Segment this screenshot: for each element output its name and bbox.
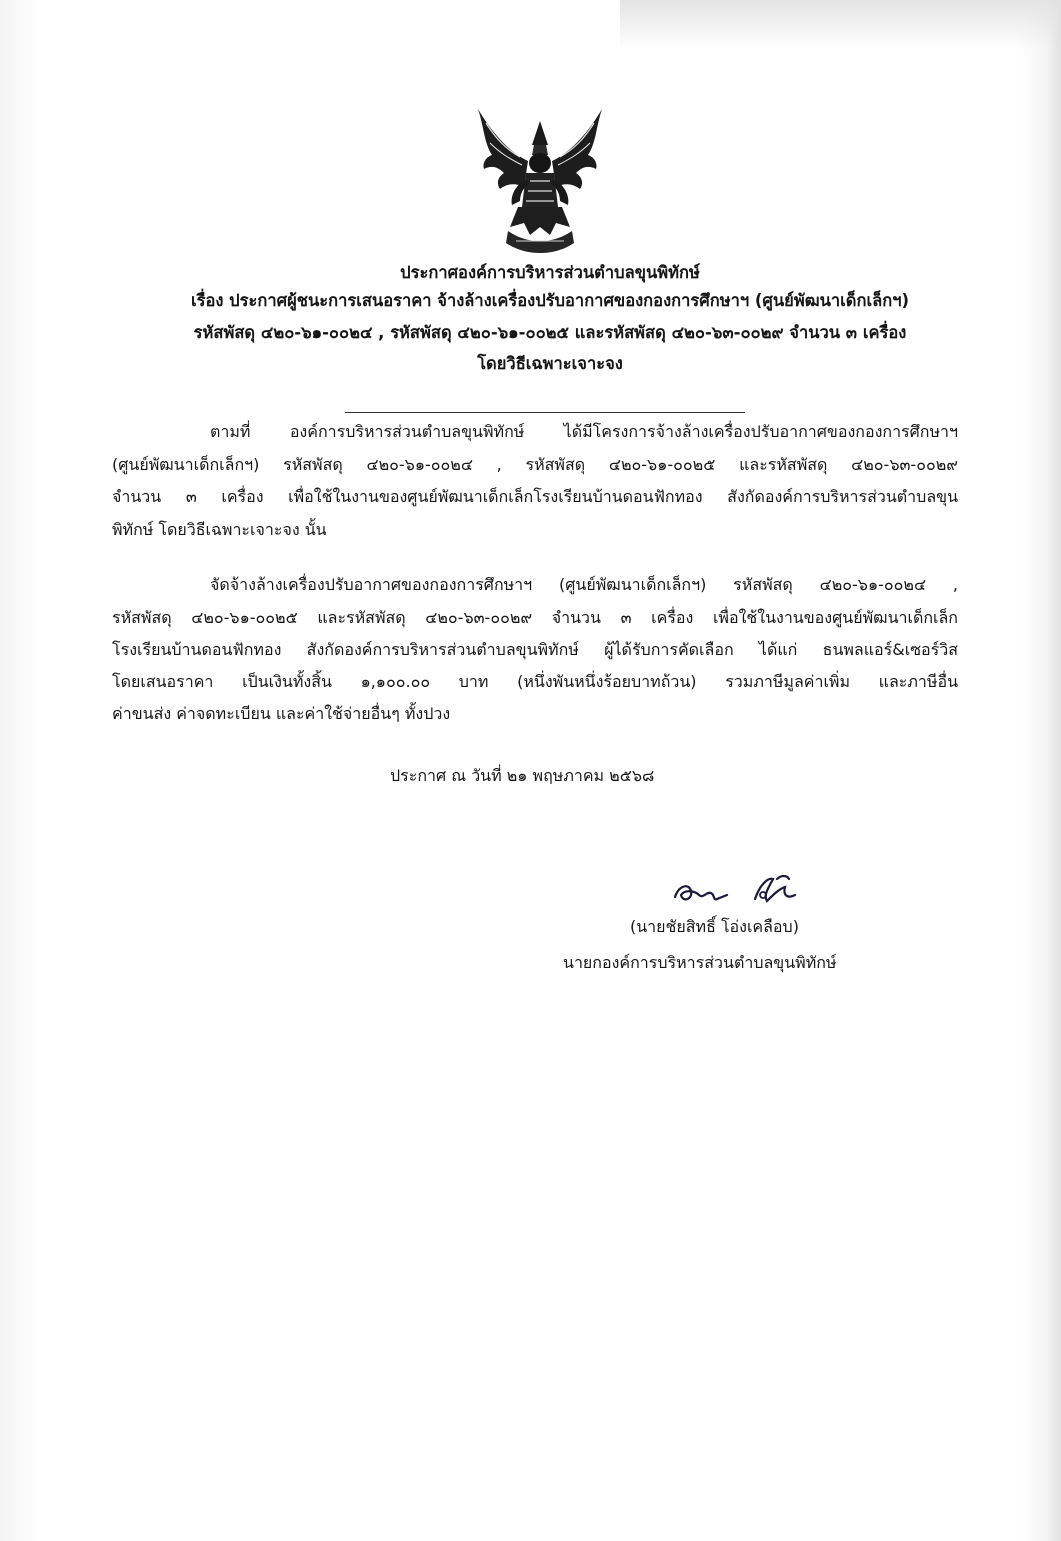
announcement-subject: เรื่อง ประกาศผู้ชนะการเสนอราคา จ้างล้างเครื่องปรับอากาศของกองการศึกษาฯ (ศูนย์พัฒนาเด็กเล็กฯ) xyxy=(190,291,910,310)
paragraph1-line: ตามที่ องค์การบริหารส่วนตำบลขุนพิทักษ์ ได้มีโครงการจ้างล้างเครื่องปรับอากาศของกองการศึกษาฯ xyxy=(210,422,958,441)
page-shadow-top xyxy=(620,0,1061,50)
title-divider xyxy=(345,412,745,413)
page-shadow-right xyxy=(1047,0,1061,1541)
announcement-date: ประกาศ ณ วันที่ ๒๑ พฤษภาคม ๒๕๖๘ xyxy=(390,766,655,785)
signer-position: นายกองค์การบริหารส่วนตำบลขุนพิทักษ์ xyxy=(563,953,837,972)
paragraph1-line: จำนวน ๓ เครื่อง เพื่อใช้ในงานของศูนย์พัฒนาเด็กเล็กโรงเรียนบ้านดอนฟักทอง สังกัดองค์การบริหารส่วนตำบลขุน xyxy=(112,487,958,506)
signature-image xyxy=(655,865,815,915)
signer-name: (นายชัยสิทธิ์ โอ่งเคลือบ) xyxy=(630,917,799,936)
announcement-items: รหัสพัสดุ ๔๒๐-๖๑-๐๐๒๔ , รหัสพัสดุ ๔๒๐-๖๑-๐๐๒๕ และรหัสพัสดุ ๔๒๐-๖๓-๐๐๒๙ จำนวน ๓ เครื่อง xyxy=(193,323,907,342)
paragraph2-line: รหัสพัสดุ ๔๒๐-๖๑-๐๐๒๕ และรหัสพัสดุ ๔๒๐-๖๓-๐๐๒๙ จำนวน ๓ เครื่อง เพื่อใช้ในงานของศูนย์พัฒนาเด็กเล็ก xyxy=(112,608,958,627)
paragraph2-line: ค่าขนส่ง ค่าจดทะเบียน และค่าใช้จ่ายอื่นๆ ทั้งปวง xyxy=(112,704,451,723)
paragraph1-line: (ศูนย์พัฒนาเด็กเล็กฯ) รหัสพัสดุ ๔๒๐-๖๑-๐๐๒๔ , รหัสพัสดุ ๔๒๐-๖๑-๐๐๒๕ และรหัสพัสดุ ๔๒๐-๖๓-๐๐๒๙ xyxy=(112,455,958,474)
garuda-emblem-icon xyxy=(470,103,610,258)
paragraph2-line: โดยเสนอราคา เป็นเงินทั้งสิ้น ๑,๑๐๐.๐๐ บาท (หนึ่งพันหนึ่งร้อยบาทถ้วน) รวมภาษีมูลค่าเพิ่ม และภาษีอื่น xyxy=(112,672,958,691)
paragraph2-line: โรงเรียนบ้านดอนฟักทอง สังกัดองค์การบริหารส่วนตำบลขุนพิทักษ์ ผู้ได้รับการคัดเลือก ได้แก่ ธนพลแอร์&เซอร์วิส xyxy=(112,640,958,659)
announcement-title: ประกาศองค์การบริหารส่วนตำบลขุนพิทักษ์ xyxy=(400,263,700,282)
paragraph2-line: จัดจ้างล้างเครื่องปรับอากาศของกองการศึกษาฯ (ศูนย์พัฒนาเด็กเล็กฯ) รหัสพัสดุ ๔๒๐-๖๑-๐๐๒๔ , xyxy=(210,575,958,594)
announcement-method: โดยวิธีเฉพาะเจาะจง xyxy=(477,354,623,373)
paragraph1-line: พิทักษ์ โดยวิธีเฉพาะเจาะจง นั้น xyxy=(112,520,327,539)
